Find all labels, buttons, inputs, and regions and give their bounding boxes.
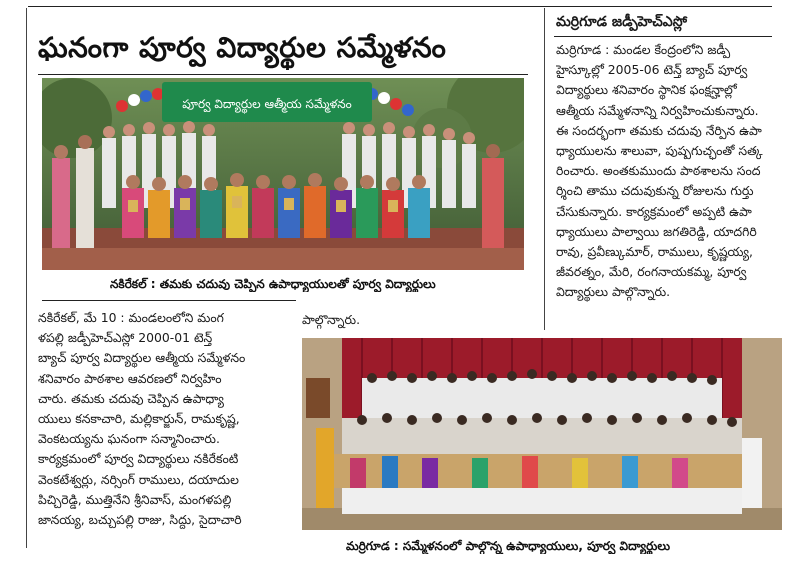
headline: ఘనంగా పూర్వ విద్యార్థుల సమ్మేళనం [38, 31, 447, 64]
headline-underline [38, 74, 528, 75]
body-line: పిచ్చిరెడ్డి, ముత్తినేని శ్రీనివాస్, మంగళపల్లి [38, 491, 232, 507]
left-margin-rule [26, 8, 27, 548]
top-rule [28, 6, 772, 7]
sidebar-line: మర్రిగూడ : మండల కేంద్రంలోని జడ్పీ [556, 42, 731, 57]
body-line: ళపల్లి జడ్పీహెచ్ఎస్లో 2000-01 టెన్త్ [38, 330, 213, 346]
sidebar-line: విద్యార్థులు పాల్గొన్నారు. [556, 284, 671, 300]
sidebar-line: ధ్యాయులు పాల్వాయి జగతిరెడ్డి, యాదగిరి [556, 223, 757, 239]
body-line: వెంకటయ్యను ఘనంగా సన్మానించారు. [38, 431, 220, 447]
sidebar-line: విద్యార్థులు శనివారం స్థానిక ఫంక్షన్హాల్లో [556, 82, 737, 98]
sidebar-line: ఆత్మీయ సమ్మేళనాన్ని నిర్వహించుకున్నారు. [556, 102, 759, 118]
sidebar-subhead-rule [554, 36, 772, 37]
sidebar-line: ర్శించి తాము చదువుకున్న రోజులను గుర్తు [556, 183, 754, 199]
sidebar-subhead: మర్రిగూడ జడ్పీహెచ్ఎస్లో [556, 14, 687, 30]
body-line: యులు కనకాచారి, మల్లికార్జున్, రామకృష్ణ, [38, 411, 240, 427]
sidebar-line: చేసుకున్నారు. కార్యక్రమంలో అప్పటి ఉపా [556, 203, 752, 219]
column-divider [544, 8, 545, 330]
sidebar-line: ధ్యాయులను శాలువా, పుష్పగుచ్ఛంతో సత్క [556, 143, 763, 159]
body-line: వెంకటేశ్వర్లు, నర్సింగ్ రాములు, దయాదుల [38, 471, 239, 487]
article-body-left [38, 308, 294, 544]
body-line: కార్యక్రమంలో పూర్వ విద్యార్థులు నకిరేకంటి [38, 451, 239, 467]
photo-banner-text: పూర్వ విద్యార్థుల ఆత్మీయ సమ్మేళనం [182, 97, 352, 111]
sidebar-line: జీవరత్నం, మేరి, రంగనాయకమ్మ, పూర్వ [556, 264, 747, 280]
sidebar-line: రించారు. అంతకుముందు పాఠశాలను సంద [556, 163, 761, 179]
sidebar-line: ఈ సందర్భంగా తమకు చదువు నేర్పిన ఉపా [556, 122, 762, 138]
caption1-rule [42, 300, 296, 301]
body-line: శనివారం పాఠశాల ఆవరణలో నిర్వహిం [38, 370, 222, 386]
group-photo-marriguda [302, 338, 782, 530]
body-line: జానయ్య, బచ్చుపల్లి రాజు, సిద్దు, సైదాచారి [38, 512, 242, 528]
photo2-caption: మర్రిగూడ : సమ్మేళనంలో పాల్గొన్న ఉపాధ్యాయులు, పూర్వ విద్యార్థులు [346, 539, 670, 553]
sidebar-line: హైస్కూల్లో 2005-06 టెన్త్ బ్యాచ్ పూర్వ [556, 62, 748, 78]
body-continuation: పాల్గొన్నారు. [302, 312, 361, 327]
photo1-caption: నకిరేకల్ : తమకు చదువు చెప్పిన ఉపాధ్యాయులతో పూర్వ విద్యార్థులు [110, 277, 436, 291]
body-line: నకిరేకల్, మే 10 : మండలంలోని మంగ [38, 310, 224, 325]
body-line: బ్యాచ్ పూర్వ విద్యార్థుల ఆత్మీయ సమ్మేళనం [38, 350, 246, 366]
group-photo-nakrekal [42, 78, 524, 270]
body-line: చారు. తమకు చదువు చెప్పిన ఉపాధ్యా [38, 390, 224, 406]
sidebar-body [556, 40, 788, 330]
sidebar-line: రావు, ప్రవీణ్కుమార్, రాములు, కృష్ణయ్య, [556, 244, 753, 260]
